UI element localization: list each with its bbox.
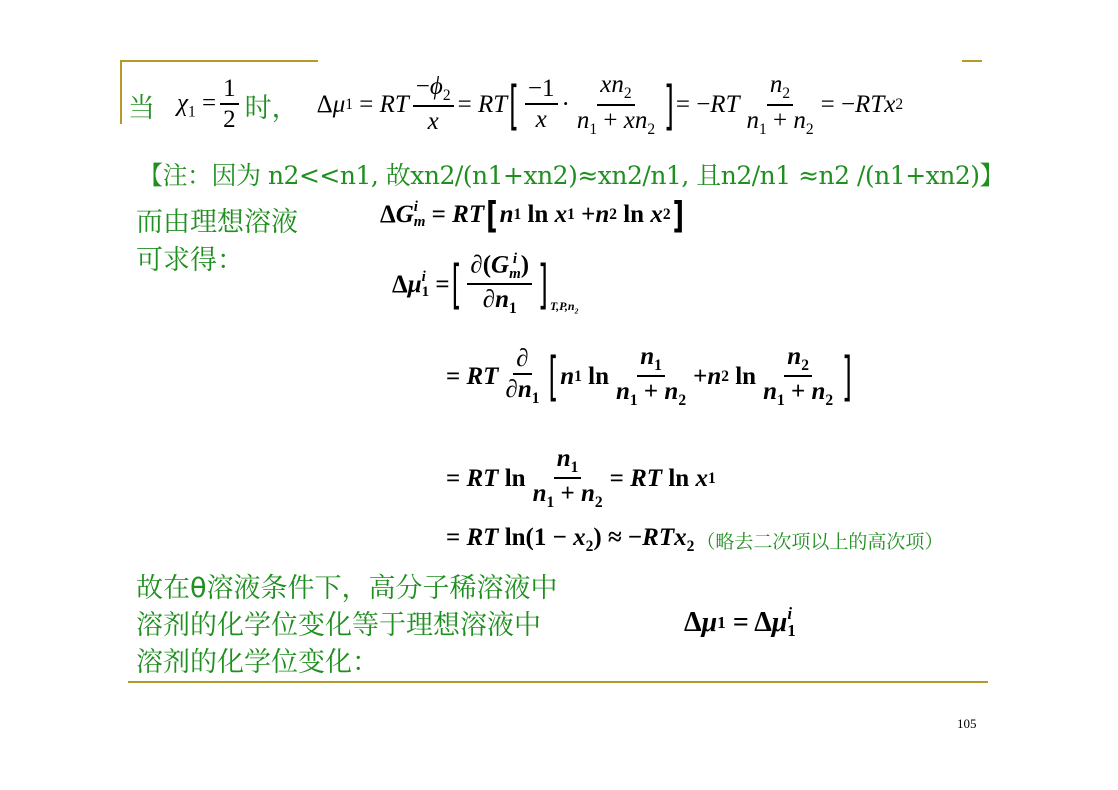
conclusion-line-2: 溶剂的化学位变化等于理想溶液中 [136, 610, 541, 641]
ideal-line-2: 可求得： [136, 245, 244, 276]
bottom-rule [128, 681, 988, 683]
approximation-line [446, 524, 943, 556]
left-vertical-rule [120, 60, 122, 124]
approximation-equation: = RT $\ln(1 - x_2) \approx -RTx_2$ [446, 524, 695, 555]
partial-derivative-equation: Δ μ i 1 = [ ∂(G i m ) $\partial n_1$ ] $T,P,n_2$ [392, 251, 579, 317]
log-simplification: = RT ln $\frac{n_1}{n_1 + n_2}$ = RT ln x 1 [446, 445, 716, 512]
note-line: 【注：因为 n2<<n1, 故xn2/(n1+xn2)≈xn2/n1, 且n2/n1 ≈n2 /(n1+xn2)】 [138, 161, 1004, 190]
ideal-line-1: 而由理想溶液 [136, 207, 298, 238]
top-right-rule [962, 60, 982, 62]
condition-line [128, 66, 903, 144]
conclusion-line-1: 故在θ溶液条件下，高分子稀溶液中 [136, 573, 558, 604]
chemical-potential-equality: Δ μ 1 = Δ μ i 1 [684, 604, 796, 640]
top-left-rule [120, 60, 318, 62]
dang-label: 当 [128, 92, 155, 124]
chi-equals-half: $\chi_1$ = $\frac{1}{2}$ [177, 76, 243, 134]
delta-mu1-expression: Δ μ 1 = RT $\frac{-\phi_2}{x}$ = RT [ $\frac{-1}{x}$ · $\frac{xn_2}{n_1 + xn_2}$ ] = − RT $\frac{n_2}{n_1 + n_2}$ = − RTx 2 [316, 71, 904, 138]
gibbs-ideal-equation: Δ G i m = RT [ n 1 ln x 1 + n 2 ln x 2 ] [380, 193, 685, 237]
shi-label: 时， [244, 92, 299, 124]
conclusion-line-3: 溶剂的化学位变化： [136, 647, 379, 678]
page-number: 105 [957, 716, 977, 731]
conclusion-text [136, 570, 558, 681]
derivative-expansion: = RT $\frac{\partial}{\partial n_1}$ [ n 1 ln $\frac{n_1}{n_1 + n_2}$ + n 2 ln $\frac{n_2}{n_1 + n_2}$ ] [446, 343, 852, 410]
higher-order-remark: （略去二次项以上的高次项） [696, 530, 944, 553]
ideal-solution-label [136, 204, 298, 280]
